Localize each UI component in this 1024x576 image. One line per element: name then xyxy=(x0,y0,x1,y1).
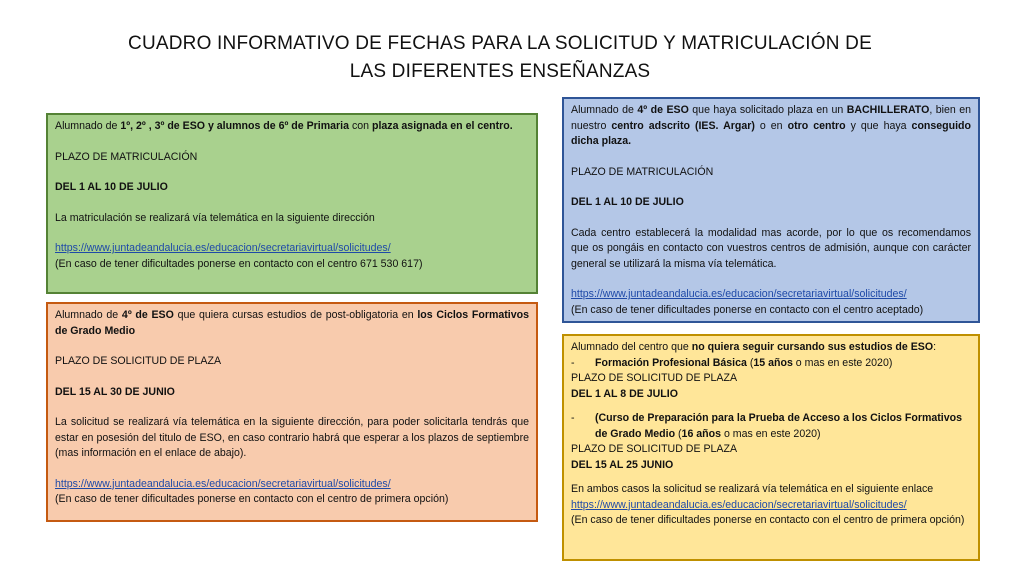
contact-note: (En caso de tener dificultades ponerse en contacto con el centro 671 530 617) xyxy=(55,257,423,270)
box-note: La solicitud se realizará vía telemática en la siguiente dirección, para poder solicitarla tendrás que estar en posesión del titulo de ESO, en caso contrario habrá que esperar a los plazos de septiembre (mas información en el enlace de abajo). xyxy=(55,416,529,459)
title-line-2: LAS DIFERENTES ENSEÑANZAS xyxy=(349,61,651,82)
plazo-label: PLAZO DE MATRICULACIÓN xyxy=(571,165,714,178)
plazo-label: PLAZO DE SOLICITUD DE PLAZA xyxy=(571,372,738,384)
plazo-dates: DEL 15 AL 30 DE JUNIO xyxy=(55,385,175,398)
eso-primaria-matriculation-box xyxy=(46,113,538,294)
title-line-1: CUADRO INFORMATIVO DE FECHAS PARA LA SOLICITUD Y MATRICULACIÓN DE xyxy=(128,33,872,54)
page-title xyxy=(0,30,1000,86)
plazo-dates: DEL 1 AL 10 DE JULIO xyxy=(55,181,168,193)
plazo-label: PLAZO DE MATRICULACIÓN xyxy=(55,150,198,163)
plazo-dates: DEL 1 AL 10 DE JULIO xyxy=(571,196,684,208)
plazo-dates: DEL 1 AL 8 DE JULIO xyxy=(571,387,678,400)
contact-note: (En caso de tener dificultades ponerse en contacto con el centro de primera opción) xyxy=(571,514,965,526)
contact-note: (En caso de tener dificultades ponerse en contacto con el centro de primera opción) xyxy=(55,493,449,505)
ciclos-grado-medio-box xyxy=(46,302,538,522)
box-intro: Alumnado de 1º, 2º , 3º de ESO y alumnos de 6º de Primaria con plaza asignada en el centro. xyxy=(55,120,513,132)
box-intro: Alumnado del centro que no quiera seguir cursando sus estudios de ESO: xyxy=(571,341,937,353)
plazo-dates: DEL 15 AL 25 JUNIO xyxy=(571,458,674,471)
plazo-label: PLAZO DE SOLICITUD DE PLAZA xyxy=(571,443,738,455)
secretaria-virtual-link[interactable]: https://www.juntadeandalucia.es/educacion/secretariavirtual/solicitudes/ xyxy=(55,242,391,254)
secretaria-virtual-link[interactable]: https://www.juntadeandalucia.es/educacion/secretariavirtual/solicitudes/ xyxy=(55,477,391,490)
box-intro: Alumnado de 4º de ESO que haya solicitado plaza en un BACHILLERATO, bien en nuestro centro adscrito (IES. Argar) o en otro centro y que haya conseguido dicha plaza. xyxy=(571,104,971,147)
box-note: La matriculación se realizará vía telemática en la siguiente dirección xyxy=(55,211,375,224)
box-note: Cada centro establecerá la modalidad mas acorde, por lo que os recomendamos que os pongáis en contacto con vuestros centros de admisión, aunque con carácter general se utilizará la misma vía telemática. xyxy=(571,226,971,270)
secretaria-virtual-link[interactable]: https://www.juntadeandalucia.es/educacion/secretariavirtual/solicitudes/ xyxy=(571,498,907,511)
option-curso-preparacion: - (Curso de Preparación para la Prueba de Acceso a los Ciclos Formativos de Grado Medio (16 años o mas en este 2020) xyxy=(571,412,962,440)
box-note: En ambos casos la solicitud se realizará vía telemática en el siguiente enlace xyxy=(571,483,934,495)
contact-note: (En caso de tener dificultades ponerse en contacto con el centro aceptado) xyxy=(571,303,924,316)
option-fp-basica: - Formación Profesional Básica (15 años o mas en este 2020) xyxy=(571,356,893,369)
plazo-label: PLAZO DE SOLICITUD DE PLAZA xyxy=(55,355,222,367)
bachillerato-matriculation-box xyxy=(562,97,980,323)
secretaria-virtual-link[interactable]: https://www.juntadeandalucia.es/educacion/secretariavirtual/solicitudes/ xyxy=(571,288,907,300)
box-intro: Alumnado de 4º de ESO que quiera cursas estudios de post-obligatoria en los Ciclos Formativos de Grado Medio xyxy=(55,309,529,337)
fp-basica-box xyxy=(562,334,980,561)
